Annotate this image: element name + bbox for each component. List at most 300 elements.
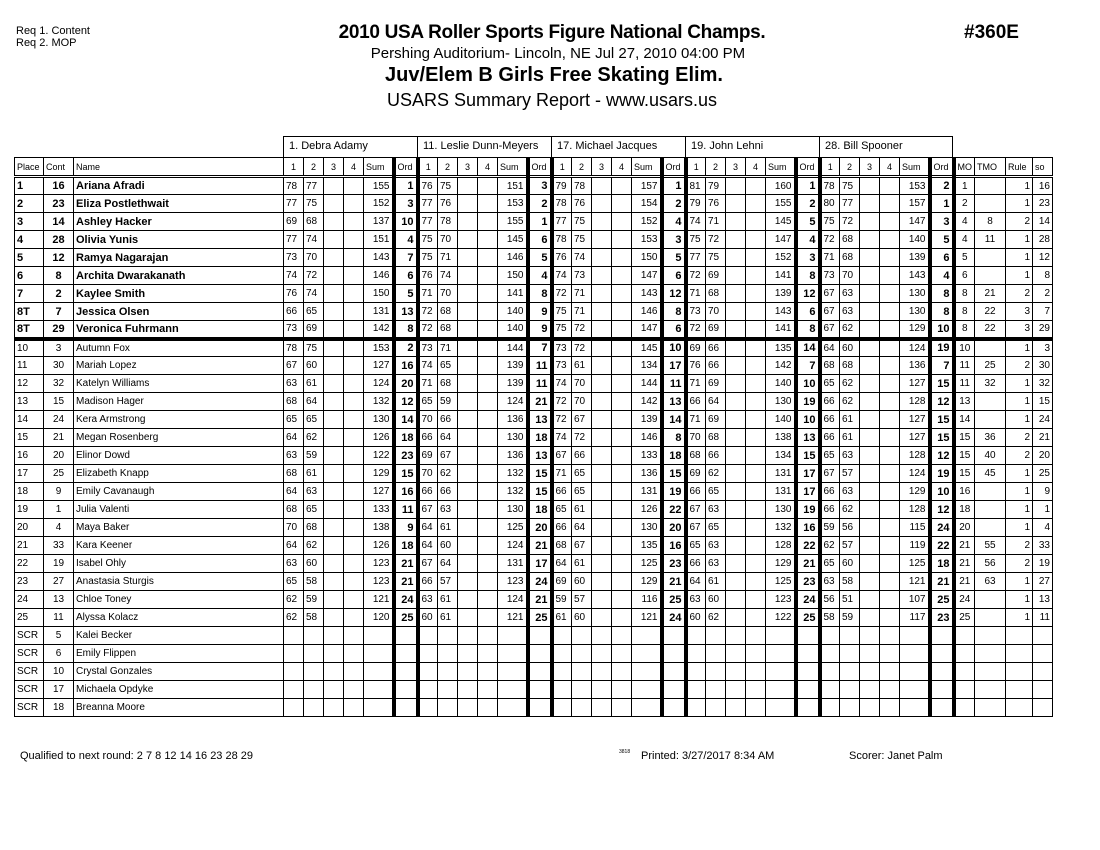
score-2 bbox=[304, 663, 324, 681]
name-cell: Mariah Lopez bbox=[74, 357, 284, 375]
event-number: #360E bbox=[964, 22, 1019, 43]
score-2: 59 bbox=[304, 447, 324, 465]
score-3 bbox=[726, 213, 746, 231]
table-row bbox=[15, 195, 1053, 213]
score-3 bbox=[324, 393, 344, 411]
judge-header: 28. Bill Spooner bbox=[819, 136, 953, 157]
score-2: 65 bbox=[438, 357, 458, 375]
score-3 bbox=[458, 645, 478, 663]
place-cell: 8T bbox=[15, 303, 44, 321]
score-1: 65 bbox=[820, 375, 840, 393]
score-2: 75 bbox=[572, 231, 592, 249]
tmo-cell: 25 bbox=[975, 357, 1006, 375]
ordinal: 25 bbox=[394, 609, 418, 627]
score-1 bbox=[686, 645, 706, 663]
score-3 bbox=[860, 429, 880, 447]
score-3 bbox=[458, 411, 478, 429]
ordinal: 24 bbox=[394, 591, 418, 609]
cont-cell: 19 bbox=[44, 555, 74, 573]
score-3 bbox=[324, 231, 344, 249]
score-3 bbox=[458, 519, 478, 537]
score-2: 59 bbox=[840, 609, 860, 627]
score-2 bbox=[438, 627, 458, 645]
score-1: 74 bbox=[418, 357, 438, 375]
score-sum: 132 bbox=[364, 393, 394, 411]
ordinal: 15 bbox=[394, 465, 418, 483]
header-judge-sub: 1 bbox=[418, 158, 438, 177]
score-2 bbox=[438, 681, 458, 699]
score-sum: 139 bbox=[498, 357, 528, 375]
score-2: 75 bbox=[840, 177, 860, 195]
score-2: 61 bbox=[438, 591, 458, 609]
score-sum: 152 bbox=[364, 195, 394, 213]
ordinal: 15 bbox=[528, 483, 552, 501]
score-3 bbox=[860, 483, 880, 501]
score-sum: 150 bbox=[364, 285, 394, 303]
table-row bbox=[15, 573, 1053, 591]
score-sum bbox=[364, 681, 394, 699]
score-3 bbox=[726, 375, 746, 393]
header-judge-sub: 3 bbox=[458, 158, 478, 177]
score-1: 67 bbox=[552, 447, 572, 465]
score-1: 63 bbox=[686, 591, 706, 609]
score-4 bbox=[880, 411, 900, 429]
header-judge-sub: 4 bbox=[344, 158, 364, 177]
score-2 bbox=[304, 627, 324, 645]
score-1: 63 bbox=[820, 573, 840, 591]
header-judge-sub: 2 bbox=[304, 158, 324, 177]
score-1: 68 bbox=[820, 357, 840, 375]
mo-cell: 10 bbox=[954, 339, 975, 357]
score-sum: 138 bbox=[766, 429, 796, 447]
mo-cell bbox=[954, 681, 975, 699]
score-4 bbox=[612, 645, 632, 663]
ordinal: 2 bbox=[930, 177, 954, 195]
score-2 bbox=[706, 699, 726, 717]
mo-cell: 15 bbox=[954, 429, 975, 447]
score-1: 59 bbox=[820, 519, 840, 537]
score-4 bbox=[478, 357, 498, 375]
score-sum bbox=[364, 663, 394, 681]
score-2: 61 bbox=[572, 357, 592, 375]
score-3 bbox=[592, 627, 612, 645]
score-4 bbox=[612, 285, 632, 303]
score-2: 61 bbox=[840, 429, 860, 447]
cont-cell: 29 bbox=[44, 321, 74, 339]
score-sum bbox=[900, 645, 930, 663]
score-1: 72 bbox=[686, 267, 706, 285]
place-cell: SCR bbox=[15, 645, 44, 663]
rule-cell: 1 bbox=[1006, 249, 1033, 267]
header-judge-sub: Ord bbox=[662, 158, 686, 177]
tmo-cell bbox=[975, 483, 1006, 501]
place-cell: SCR bbox=[15, 627, 44, 645]
table-row bbox=[15, 681, 1053, 699]
cont-cell: 2 bbox=[44, 285, 74, 303]
score-3 bbox=[324, 321, 344, 339]
score-1: 66 bbox=[418, 483, 438, 501]
score-2 bbox=[304, 681, 324, 699]
score-1: 75 bbox=[686, 231, 706, 249]
score-4 bbox=[880, 339, 900, 357]
header-judge-sub: 3 bbox=[726, 158, 746, 177]
score-3 bbox=[592, 393, 612, 411]
score-1: 77 bbox=[284, 195, 304, 213]
score-3 bbox=[458, 429, 478, 447]
tmo-cell: 36 bbox=[975, 429, 1006, 447]
score-4 bbox=[344, 645, 364, 663]
ordinal: 12 bbox=[930, 393, 954, 411]
score-3 bbox=[860, 303, 880, 321]
ordinal: 18 bbox=[528, 429, 552, 447]
mo-cell: 1 bbox=[954, 177, 975, 195]
score-sum: 153 bbox=[498, 195, 528, 213]
ordinal bbox=[796, 699, 820, 717]
score-2: 64 bbox=[706, 393, 726, 411]
score-3 bbox=[458, 609, 478, 627]
score-1: 67 bbox=[284, 357, 304, 375]
score-4 bbox=[478, 627, 498, 645]
score-1: 68 bbox=[284, 393, 304, 411]
ordinal: 19 bbox=[930, 339, 954, 357]
score-sum bbox=[900, 627, 930, 645]
score-1: 78 bbox=[552, 195, 572, 213]
score-4 bbox=[612, 609, 632, 627]
rule-cell: 1 bbox=[1006, 465, 1033, 483]
ordinal: 12 bbox=[930, 447, 954, 465]
score-4 bbox=[880, 573, 900, 591]
mo-cell: 8 bbox=[954, 321, 975, 339]
score-sum: 139 bbox=[498, 375, 528, 393]
cont-cell: 12 bbox=[44, 249, 74, 267]
ordinal: 6 bbox=[930, 249, 954, 267]
score-3 bbox=[592, 465, 612, 483]
cont-cell: 23 bbox=[44, 195, 74, 213]
score-4 bbox=[880, 285, 900, 303]
score-sum: 151 bbox=[364, 231, 394, 249]
place-cell: 25 bbox=[15, 609, 44, 627]
score-1: 73 bbox=[552, 357, 572, 375]
score-4 bbox=[344, 699, 364, 717]
header-name: Name bbox=[74, 158, 284, 177]
score-1 bbox=[284, 627, 304, 645]
score-2: 72 bbox=[304, 267, 324, 285]
score-4 bbox=[612, 411, 632, 429]
score-2 bbox=[840, 699, 860, 717]
name-cell: Julia Valenti bbox=[74, 501, 284, 519]
cont-cell: 30 bbox=[44, 357, 74, 375]
mo-cell: 11 bbox=[954, 357, 975, 375]
ordinal: 8 bbox=[394, 321, 418, 339]
ordinal: 1 bbox=[528, 213, 552, 231]
cont-cell: 5 bbox=[44, 627, 74, 645]
score-2: 61 bbox=[304, 375, 324, 393]
score-3 bbox=[860, 537, 880, 555]
score-2: 63 bbox=[840, 447, 860, 465]
score-2: 76 bbox=[438, 195, 458, 213]
so-cell: 4 bbox=[1033, 519, 1053, 537]
cont-cell: 15 bbox=[44, 393, 74, 411]
score-4 bbox=[478, 393, 498, 411]
score-4 bbox=[612, 627, 632, 645]
header-judge-sub: 4 bbox=[478, 158, 498, 177]
score-2 bbox=[840, 645, 860, 663]
so-cell: 19 bbox=[1033, 555, 1053, 573]
score-3 bbox=[458, 357, 478, 375]
score-2 bbox=[438, 663, 458, 681]
score-2: 62 bbox=[840, 393, 860, 411]
score-3 bbox=[726, 681, 746, 699]
name-cell: Kalei Becker bbox=[74, 627, 284, 645]
ordinal: 24 bbox=[796, 591, 820, 609]
score-sum: 141 bbox=[766, 267, 796, 285]
qualified-list: Qualified to next round: 2 7 8 12 14 16 23 28 29 bbox=[20, 750, 254, 762]
cont-cell: 4 bbox=[44, 519, 74, 537]
score-4 bbox=[344, 195, 364, 213]
score-3 bbox=[592, 195, 612, 213]
ordinal: 25 bbox=[930, 591, 954, 609]
ordinal: 10 bbox=[796, 411, 820, 429]
score-4 bbox=[478, 663, 498, 681]
score-2: 78 bbox=[438, 213, 458, 231]
score-2: 78 bbox=[572, 177, 592, 195]
score-3 bbox=[860, 681, 880, 699]
score-3 bbox=[592, 303, 612, 321]
place-cell: 13 bbox=[15, 393, 44, 411]
score-4 bbox=[746, 591, 766, 609]
place-cell: 17 bbox=[15, 465, 44, 483]
score-3 bbox=[592, 483, 612, 501]
mo-cell: 25 bbox=[954, 609, 975, 627]
score-1: 77 bbox=[418, 195, 438, 213]
score-2: 58 bbox=[304, 573, 324, 591]
header-judge-sub: Sum bbox=[766, 158, 796, 177]
score-2: 70 bbox=[840, 267, 860, 285]
place-cell: 5 bbox=[15, 249, 44, 267]
score-1 bbox=[686, 627, 706, 645]
score-4 bbox=[612, 681, 632, 699]
score-3 bbox=[860, 645, 880, 663]
score-3 bbox=[592, 699, 612, 717]
ordinal: 2 bbox=[394, 339, 418, 357]
score-sum: 139 bbox=[632, 411, 662, 429]
ordinal bbox=[796, 645, 820, 663]
so-cell: 32 bbox=[1033, 375, 1053, 393]
score-2: 64 bbox=[304, 393, 324, 411]
score-4 bbox=[880, 591, 900, 609]
score-1: 74 bbox=[552, 429, 572, 447]
score-2: 66 bbox=[706, 357, 726, 375]
score-4 bbox=[478, 249, 498, 267]
score-4 bbox=[746, 231, 766, 249]
score-2: 61 bbox=[438, 519, 458, 537]
score-sum: 131 bbox=[364, 303, 394, 321]
score-sum: 157 bbox=[632, 177, 662, 195]
score-sum: 147 bbox=[900, 213, 930, 231]
score-3 bbox=[726, 501, 746, 519]
ordinal bbox=[528, 699, 552, 717]
score-1 bbox=[552, 645, 572, 663]
score-1: 71 bbox=[686, 375, 706, 393]
score-4 bbox=[478, 267, 498, 285]
score-2: 71 bbox=[438, 339, 458, 357]
score-sum: 133 bbox=[632, 447, 662, 465]
score-4 bbox=[478, 645, 498, 663]
score-3 bbox=[726, 483, 746, 501]
score-1: 65 bbox=[686, 537, 706, 555]
ordinal: 8 bbox=[930, 285, 954, 303]
mo-cell: 8 bbox=[954, 303, 975, 321]
tmo-cell bbox=[975, 627, 1006, 645]
place-cell: 4 bbox=[15, 231, 44, 249]
score-3 bbox=[458, 699, 478, 717]
score-sum: 124 bbox=[900, 465, 930, 483]
ordinal: 7 bbox=[796, 357, 820, 375]
ordinal: 6 bbox=[662, 321, 686, 339]
score-4 bbox=[612, 429, 632, 447]
place-cell: 11 bbox=[15, 357, 44, 375]
ordinal: 21 bbox=[796, 555, 820, 573]
score-2: 74 bbox=[438, 267, 458, 285]
score-4 bbox=[746, 519, 766, 537]
so-cell: 7 bbox=[1033, 303, 1053, 321]
score-3 bbox=[324, 555, 344, 573]
score-sum: 145 bbox=[498, 231, 528, 249]
score-4 bbox=[746, 213, 766, 231]
score-sum: 126 bbox=[364, 429, 394, 447]
score-3 bbox=[458, 501, 478, 519]
table-row bbox=[15, 447, 1053, 465]
rule-cell: 1 bbox=[1006, 231, 1033, 249]
score-2: 68 bbox=[840, 357, 860, 375]
score-sum bbox=[632, 663, 662, 681]
score-2: 73 bbox=[572, 267, 592, 285]
score-3 bbox=[860, 375, 880, 393]
ordinal: 10 bbox=[662, 339, 686, 357]
score-2: 68 bbox=[438, 375, 458, 393]
header-judge-sub: 3 bbox=[324, 158, 344, 177]
score-1: 81 bbox=[686, 177, 706, 195]
table-row bbox=[15, 375, 1053, 393]
ordinal: 23 bbox=[394, 447, 418, 465]
score-4 bbox=[612, 591, 632, 609]
score-sum: 134 bbox=[766, 447, 796, 465]
ordinal: 20 bbox=[528, 519, 552, 537]
score-2: 62 bbox=[706, 465, 726, 483]
score-2: 72 bbox=[572, 321, 592, 339]
score-sum: 130 bbox=[498, 429, 528, 447]
score-1: 64 bbox=[552, 555, 572, 573]
score-sum bbox=[498, 699, 528, 717]
mo-cell: 18 bbox=[954, 501, 975, 519]
cont-cell: 18 bbox=[44, 699, 74, 717]
header-judge-sub: Sum bbox=[900, 158, 930, 177]
score-sum: 127 bbox=[900, 375, 930, 393]
score-sum: 131 bbox=[498, 555, 528, 573]
score-2 bbox=[840, 663, 860, 681]
score-1: 64 bbox=[284, 537, 304, 555]
score-4 bbox=[344, 213, 364, 231]
score-4 bbox=[612, 231, 632, 249]
score-3 bbox=[592, 681, 612, 699]
score-1: 65 bbox=[418, 393, 438, 411]
score-1: 72 bbox=[686, 321, 706, 339]
ordinal bbox=[394, 699, 418, 717]
score-2: 62 bbox=[840, 321, 860, 339]
mo-cell: 4 bbox=[954, 231, 975, 249]
score-4 bbox=[344, 537, 364, 555]
score-1: 66 bbox=[820, 501, 840, 519]
score-1 bbox=[552, 627, 572, 645]
score-4 bbox=[746, 573, 766, 591]
score-2: 70 bbox=[304, 249, 324, 267]
score-3 bbox=[860, 519, 880, 537]
score-sum: 143 bbox=[364, 249, 394, 267]
ordinal: 15 bbox=[930, 411, 954, 429]
ordinal: 4 bbox=[796, 231, 820, 249]
score-3 bbox=[458, 483, 478, 501]
score-1: 68 bbox=[552, 537, 572, 555]
score-sum: 127 bbox=[364, 483, 394, 501]
score-4 bbox=[478, 177, 498, 195]
score-sum: 143 bbox=[900, 267, 930, 285]
ordinal: 21 bbox=[528, 537, 552, 555]
score-1: 80 bbox=[820, 195, 840, 213]
score-1: 69 bbox=[284, 213, 304, 231]
name-cell: Olivia Yunis bbox=[74, 231, 284, 249]
ordinal: 5 bbox=[394, 285, 418, 303]
score-3 bbox=[324, 663, 344, 681]
score-sum: 147 bbox=[632, 267, 662, 285]
score-4 bbox=[746, 393, 766, 411]
score-3 bbox=[726, 645, 746, 663]
table-row bbox=[15, 519, 1053, 537]
place-cell: SCR bbox=[15, 681, 44, 699]
score-sum: 128 bbox=[900, 393, 930, 411]
ordinal: 25 bbox=[528, 609, 552, 627]
score-1: 78 bbox=[284, 177, 304, 195]
score-3 bbox=[324, 501, 344, 519]
score-4 bbox=[478, 537, 498, 555]
score-sum: 146 bbox=[364, 267, 394, 285]
score-4 bbox=[746, 357, 766, 375]
ordinal: 21 bbox=[528, 591, 552, 609]
ordinal: 5 bbox=[930, 231, 954, 249]
rule-cell: 2 bbox=[1006, 555, 1033, 573]
score-1: 74 bbox=[284, 267, 304, 285]
name-cell: Archita Dwarakanath bbox=[74, 267, 284, 285]
cont-cell: 7 bbox=[44, 303, 74, 321]
score-3 bbox=[726, 267, 746, 285]
name-cell: Michaela Opdyke bbox=[74, 681, 284, 699]
ordinal: 7 bbox=[930, 357, 954, 375]
cont-cell: 9 bbox=[44, 483, 74, 501]
ordinal bbox=[528, 681, 552, 699]
score-4 bbox=[880, 501, 900, 519]
score-3 bbox=[458, 303, 478, 321]
tmo-cell: 22 bbox=[975, 321, 1006, 339]
so-cell: 14 bbox=[1033, 213, 1053, 231]
ordinal bbox=[796, 681, 820, 699]
score-4 bbox=[478, 681, 498, 699]
name-cell: Elizabeth Knapp bbox=[74, 465, 284, 483]
score-4 bbox=[344, 177, 364, 195]
score-sum: 130 bbox=[632, 519, 662, 537]
score-2: 65 bbox=[706, 519, 726, 537]
so-cell: 9 bbox=[1033, 483, 1053, 501]
score-3 bbox=[860, 285, 880, 303]
ordinal: 14 bbox=[796, 339, 820, 357]
